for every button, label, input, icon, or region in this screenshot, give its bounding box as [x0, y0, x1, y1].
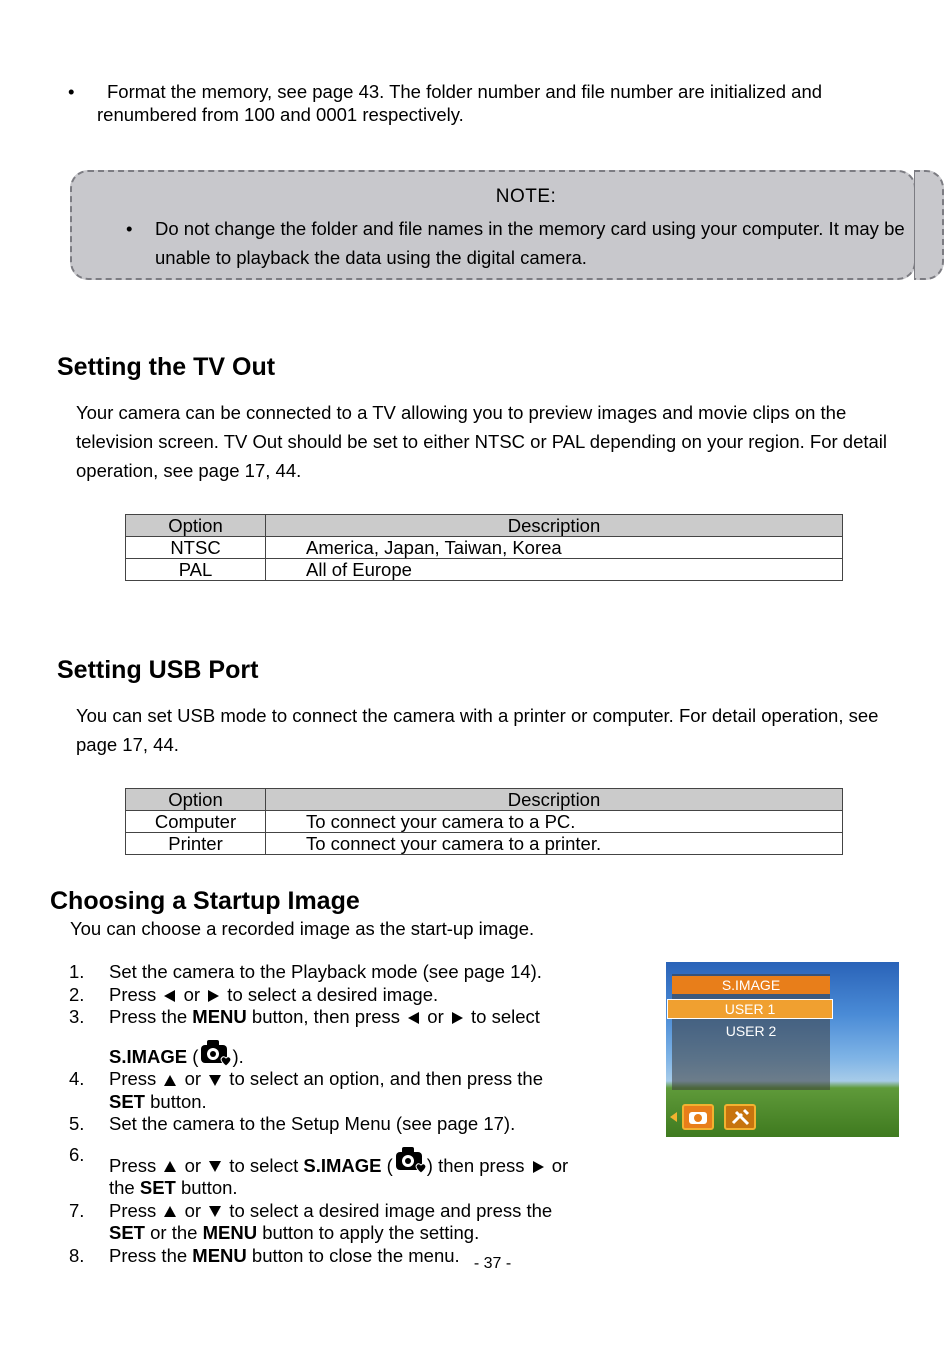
steps-list [69, 961, 629, 1267]
step-text: Set the camera to the Playback mode (see page 14). [109, 961, 542, 982]
step-number: 2. [69, 983, 85, 1005]
step-text: button. [175, 1177, 238, 1198]
step-number: 8. [69, 1244, 85, 1266]
right-arrow-icon [208, 990, 219, 1002]
up-arrow-icon [164, 1206, 176, 1217]
intro-bullet-text: Format the memory, see page 43. The folder number and file number are initialized and renumbered from 100 and 0001 respectively. [97, 81, 823, 125]
table-cell: All of Europe [266, 559, 843, 581]
step-text: Press [109, 983, 162, 1005]
intro-bullet [68, 80, 898, 126]
page-number: - 37 - [473, 1255, 512, 1272]
simage-label: S.IMAGE [109, 1045, 188, 1067]
table-row [126, 537, 843, 559]
step-text: the [109, 1177, 140, 1198]
step-text: ). [232, 1045, 244, 1067]
left-arrow-icon [164, 990, 175, 1002]
list-item [69, 961, 629, 984]
step-text: Press the [109, 1244, 193, 1266]
table-header-cell: Description [266, 789, 843, 811]
step-text: ) then press [426, 1154, 530, 1176]
table-cell: PAL [126, 559, 266, 581]
step-text: ( [187, 1045, 199, 1067]
set-button-label: SET [109, 1222, 145, 1243]
list-item [69, 1200, 629, 1245]
setup-wrench-icon[interactable] [724, 1104, 756, 1130]
startup-image-tab-icon[interactable] [682, 1104, 714, 1130]
step-text: or [546, 1154, 569, 1176]
right-arrow-icon [452, 1012, 463, 1024]
table-header-cell: Description [266, 515, 843, 537]
step-number: 5. [69, 1113, 85, 1134]
menu-button-label: MENU [192, 1244, 247, 1266]
table-row [126, 811, 843, 833]
table-header-row [126, 789, 843, 811]
tv-out-heading: Setting the TV Out [57, 353, 276, 381]
step-text: Press [109, 1199, 162, 1221]
step-number: 1. [69, 961, 85, 982]
simage-label: S.IMAGE [303, 1154, 382, 1176]
step-text: button, then press [246, 1006, 406, 1027]
startup-image-icon [393, 1144, 427, 1174]
table-row [126, 833, 843, 855]
table-header-row [126, 515, 843, 537]
step-text: to select a desired image and press the [224, 1199, 553, 1221]
left-arrow-icon [408, 1012, 419, 1024]
note-title: NOTE: [495, 186, 557, 207]
set-button-label: SET [109, 1090, 145, 1112]
tv-out-paragraph: Your camera can be connected to a TV allowing you to preview images and movie clips on the television screen. TV Out should be set to either NTSC or PAL depending on your region. For detail operation, see page 17, 44. [76, 402, 888, 481]
menu-button-label: MENU [202, 1222, 258, 1243]
list-item [69, 1113, 629, 1136]
bullet-dot: • [68, 81, 75, 102]
step-number: 3. [69, 1006, 85, 1027]
startup-heading: Choosing a Startup Image [50, 887, 360, 915]
step-text: to select [465, 1006, 540, 1027]
step-number: 4. [69, 1068, 85, 1089]
table-header-cell: Option [126, 789, 266, 811]
table-header-cell: Option [126, 515, 266, 537]
step-number: 6. [69, 1143, 85, 1165]
table-cell: America, Japan, Taiwan, Korea [266, 537, 843, 559]
step-text: or [179, 1199, 207, 1221]
table-cell: NTSC [126, 537, 266, 559]
table-cell: To connect your camera to a printer. [266, 833, 843, 855]
step-text: or [422, 1006, 449, 1027]
step-text: button. [144, 1090, 207, 1112]
startup-image-icon [198, 1037, 232, 1067]
menu-button-label: MENU [192, 1006, 247, 1027]
step-text: Press the [109, 1006, 193, 1027]
step-text: Press [109, 1154, 162, 1176]
step-text: to select an option, and then press the [224, 1068, 543, 1089]
step-text: Set the camera to the Setup Menu (see page 17). [109, 1113, 516, 1134]
menu-item-user-2[interactable]: USER 2 [725, 1023, 777, 1039]
left-arrow-icon [670, 1112, 677, 1122]
step-text: button to apply the setting. [257, 1222, 480, 1243]
usb-table [125, 788, 843, 855]
up-arrow-icon [164, 1161, 176, 1172]
table-cell: Computer [126, 811, 266, 833]
up-arrow-icon [164, 1075, 176, 1086]
usb-paragraph: You can set USB mode to connect the camera with a printer or computer. For detail operation, see page 17, 44. [76, 705, 879, 755]
list-item [69, 1144, 629, 1200]
camera-screen-illustration [666, 962, 899, 1137]
step-text: to select [224, 1154, 304, 1176]
menu-title: S.IMAGE [672, 976, 830, 994]
tv-out-table [125, 514, 843, 581]
startup-menu-panel [672, 974, 830, 1090]
right-arrow-icon [533, 1161, 544, 1173]
down-arrow-icon [209, 1161, 221, 1172]
step-text: to select a desired image. [222, 983, 439, 1005]
list-item [69, 984, 629, 1007]
table-row [126, 559, 843, 581]
list-item [69, 1006, 629, 1068]
list-item [69, 1068, 629, 1113]
set-button-label: SET [139, 1177, 176, 1198]
step-text: or [178, 983, 206, 1005]
bullet-dot: • [126, 218, 133, 239]
down-arrow-icon [209, 1075, 221, 1086]
menu-item-user-1[interactable]: USER 1 [668, 1000, 832, 1018]
step-text: or [179, 1068, 207, 1089]
note-text: Do not change the folder and file names in the memory card using your computer. It may be unable to playback the data using the digital camera. [155, 218, 905, 268]
down-arrow-icon [209, 1206, 221, 1217]
usb-heading: Setting USB Port [57, 656, 259, 684]
step-text: or the [144, 1222, 203, 1243]
step-text: button to close the menu. [246, 1244, 460, 1266]
step-number: 7. [69, 1199, 85, 1221]
step-text: or [179, 1154, 207, 1176]
step-text: ( [381, 1154, 393, 1176]
step-text: Press [109, 1068, 162, 1089]
table-cell: Printer [126, 833, 266, 855]
startup-intro: You can choose a recorded image as the start-up image. [70, 918, 535, 939]
table-cell: To connect your camera to a PC. [266, 811, 843, 833]
note-body [126, 214, 926, 272]
